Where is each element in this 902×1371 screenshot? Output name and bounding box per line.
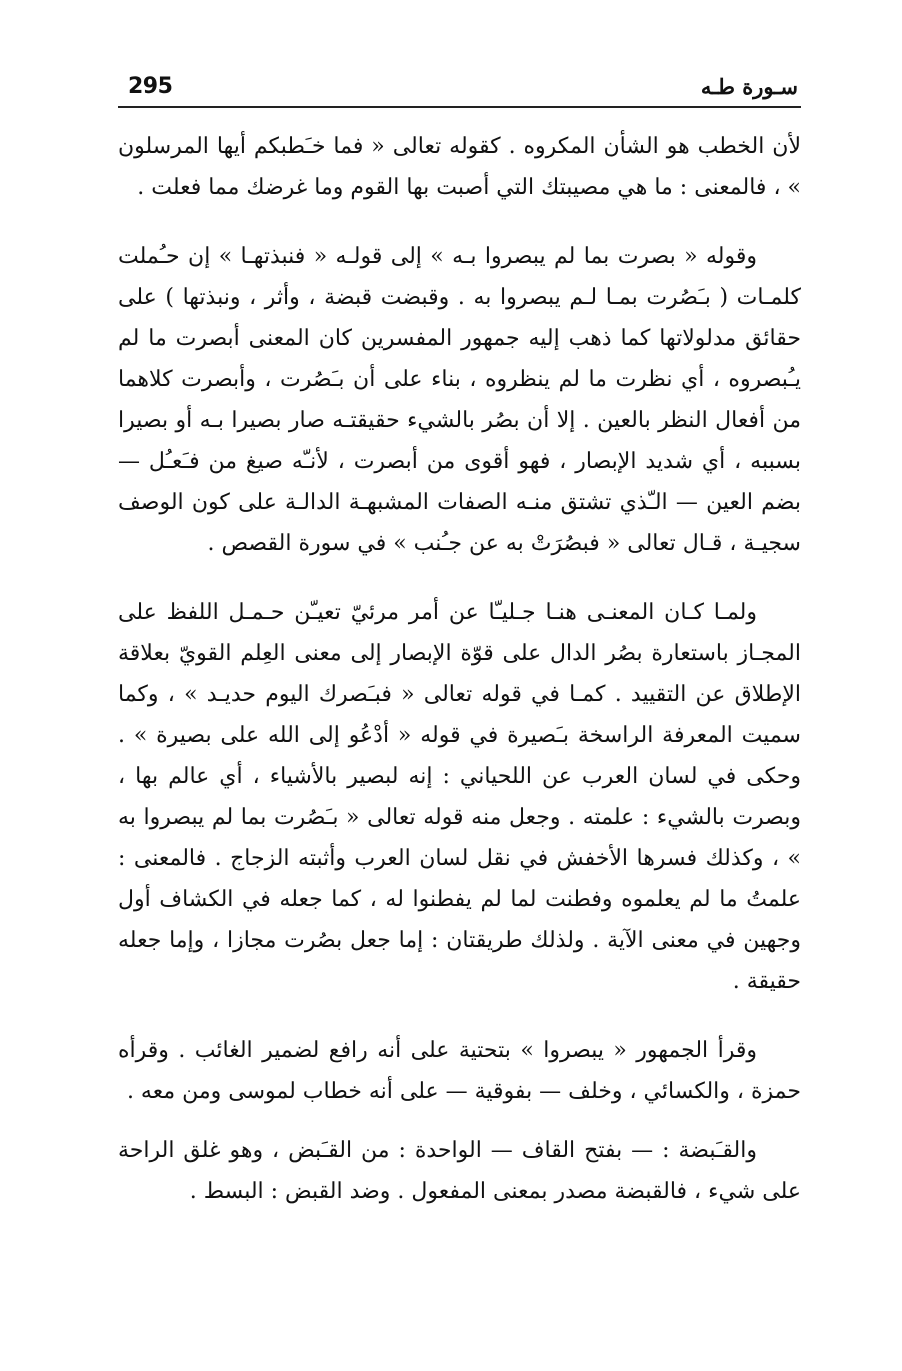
paragraph-1: لأن الخطب هو الشأن المكروه . كقوله تعالى « فما خـَطبكم أيها المرسلون » ، فالمعنى : ما هي مصيبتك التي أصبت بها القوم وما غرضك مما فعلت . <box>118 134 801 200</box>
paragraph-gap <box>118 208 801 236</box>
tafsir-text <box>118 126 801 1212</box>
paragraph-4: وقرأ الجمهور « يبصروا » بتحتية على أنه رافع لضمير الغائب . وقرأه حمزة ، والكسائي ، وخلف — بفوقية — على أنه خطاب لموسى ومن معه . <box>118 1038 801 1104</box>
header-rule <box>118 106 801 108</box>
paragraph-3: ولمـا كـان المعنـى هنـا جـليـّا عن أمر مرئيّ تعيـّن حـمـل اللفظ على المجـاز باستعارة بصُر الدال على قوّة الإبصار إلى معنى العِلم القويّ بعلاقة الإطلاق عن التقييد . كمـا في قوله تعالى « فبـَصرك اليوم حديـد » ، وكما سميت المعرفة الراسخة بـَصيرة في قوله « أدْعُو إلى الله على بصيرة » . وحكى في لسان العرب عن اللحياني : إنه لبصير بالأشياء ، أي عالم بها ، وبصرت بالشيء : علمته . وجعل منه قوله تعالى « بـَصُرت بما لم يبصروا به » ، وكذلك فسرها الأخفش في نقل لسان العرب وأثبته الزجاج . فالمعنى : علمتُ ما لم يعلموه وفطنت لما لم يفطنوا له ، كما جعله في الكشاف أول وجهين في معنى الآية . ولذلك طريقتان : إما جعل بصُرت مجازا ، وإما جعله حقيقة . <box>118 600 801 994</box>
paragraph-gap <box>118 1112 801 1130</box>
paragraph-5: والقـَبضة : — بفتح القاف — الواحدة : من القـَبض ، وهو غلق الراحة على شيء ، فالقبضة مصدر بمعنى المفعول . وضد القبض : البسط . <box>118 1138 801 1204</box>
surah-title: سـورة طـه <box>700 74 798 99</box>
page-header <box>118 74 798 104</box>
paragraph-2: وقوله « بصرت بما لم يبصروا بـه » إلى قولـه « فنبذتهـا » إن حـُملت كلمـات ( بـَصُرت بمـا لـم يبصروا به . وقبضت قبضة ، وأثر ، ونبذتها ) على حقائق مدلولاتها كما ذهب إليه جمهور المفسرين كان المعنى أبصرت ما لم يـُبصروه ، أي نظرت ما لم ينظروه ، بناء على أن بـَصُرت ، وأبصرت كلاهما من أفعال النظر بالعين . إلا أن بصُر بالشيء حقيقتـه صار بصيرا بـه أو بصيرا بسببه ، أي شديد الإبصار ، فهو أقوى من أبصرت ، لأنـّه صيغ من فـَعـُل — بضم العين — الـّذي تشتق منـه الصفات المشبهـة الدالـة على كون الوصف سجيـة ، قـال تعالى « فبصُرَتْ به عن جـُنب » في سورة القصص . <box>118 244 801 556</box>
paragraph-gap <box>118 564 801 592</box>
page-number: 295 <box>128 74 173 99</box>
paragraph-gap <box>118 1002 801 1030</box>
